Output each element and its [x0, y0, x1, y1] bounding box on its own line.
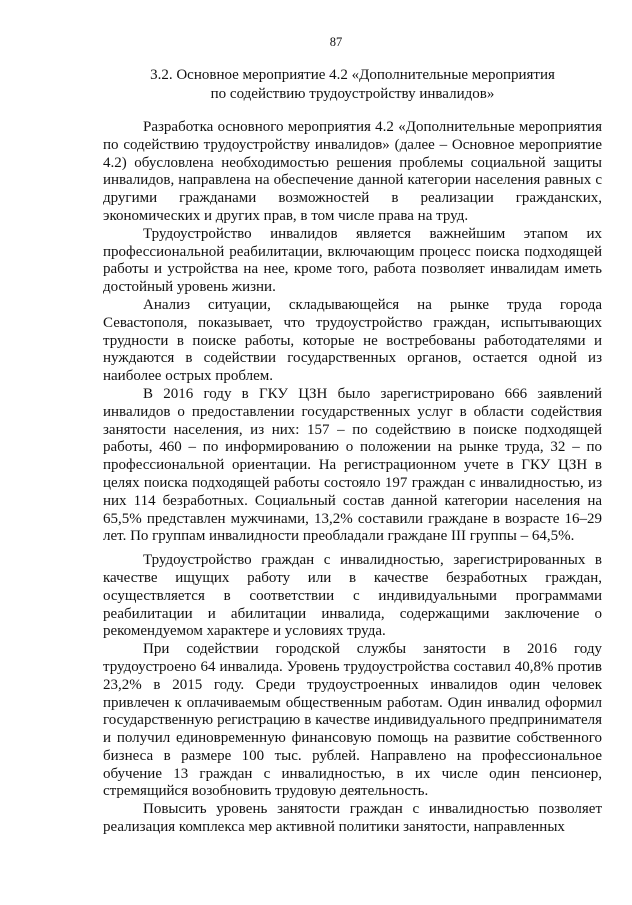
paragraph-3: Анализ ситуации, складывающейся на рынке труда города Севастополя, показывает, что трудоустройство граждан, испытывающих трудности в поиске работы, которые не востребованы работодателями и нуждаются в содействии государственных органов, остается одной из наиболее острых проблем. [103, 296, 602, 385]
section-heading-line-1: 3.2. Основное мероприятие 4.2 «Дополнительные мероприятия [150, 67, 555, 83]
paragraph-6: При содействии городской службы занятости в 2016 году трудоустроено 64 инвалида. Уровень трудоустройства составил 40,8% против 23,2% в 2015 году. Среди трудоустроенных инвалидов один человек привлечен к оплачиваемым общественным работам. Один инвалид оформил государственную регистрацию в качестве индивидуального предпринимателя и получил единовременную финансовую помощь на развитие собственного бизнеса в размере 100 тыс. рублей. Направлено на профессиональное обучение 13 граждан с инвалидностью, в их числе один пенсионер, стремящийся возобновить трудовую деятельность. [103, 641, 602, 800]
paragraph-4: В 2016 году в ГКУ ЦЗН было зарегистрировано 666 заявлений инвалидов о предоставлении государственных услуг в области содействия занятости населения, из них: 157 – по содействию в поиске подходящей работы, 460 – по информированию о положении на рынке труда, 32 – по профессиональной ориентации. На регистрационном учете в ГКУ ЦЗН в целях поиска подходящей работы состояло 197 граждан с инвалидностью, из них 114 безработных. Социальный состав данной категории населения на 65,5% представлен мужчинами, 13,2% составили граждане в возрасте 16–29 лет. По группам инвалидности преобладали граждане III группы – 64,5%. [103, 385, 602, 545]
paragraph-2: Трудоустройство инвалидов является важнейшим этапом их профессиональной реабилитации, включающим процесс поиска подходящей работы и устройства на нее, кроме того, работа позволяет инвалидам иметь достойный уровень жизни. [103, 225, 602, 296]
body-text [103, 119, 602, 837]
section-heading-line-2: по содействию трудоустройству инвалидов» [210, 85, 495, 102]
paragraph-5: Трудоустройство граждан с инвалидностью, зарегистрированных в качестве ищущих работу или в качестве безработных граждан, осуществляется в соответствии с индивидуальными программами реабилитации и абилитации инвалида, содержащими заключение о рекомендуемом характере и условиях труда. [103, 552, 602, 640]
paragraph-1: Разработка основного мероприятия 4.2 «Дополнительные мероприятия по содействию трудоустройству инвалидов» (далее – Основное мероприятие 4.2) обусловлена необходимостью решения проблемы социальной защиты инвалидов, направлена на обеспечение данной категории населения равных с другими гражданами возможностей в реализации гражданских, экономических и других прав, в том числе права на труд. [103, 119, 602, 224]
paragraph-7: Повысить уровень занятости граждан с инвалидностью позволяет реализация комплекса мер активной политики занятости, направленных [103, 801, 602, 836]
page-number: 87 [329, 35, 343, 49]
section-heading [103, 66, 602, 103]
